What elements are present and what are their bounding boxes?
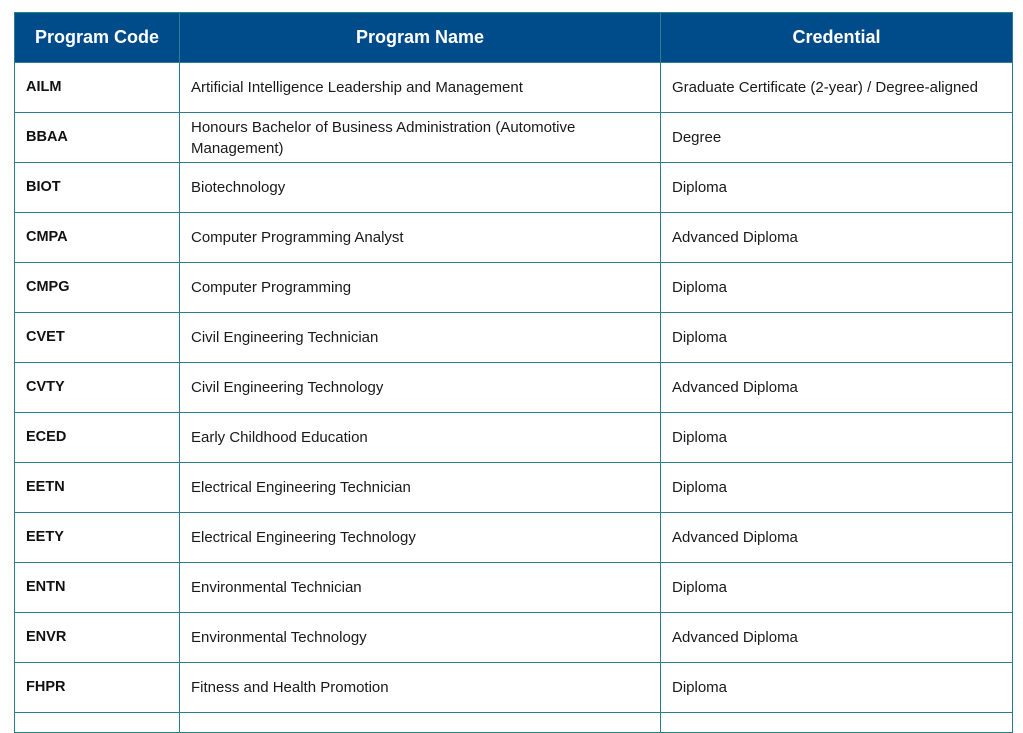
program-code-cell: CVET [15, 313, 180, 363]
program-name-cell: Early Childhood Education [180, 413, 661, 463]
table-row [15, 163, 1013, 213]
program-code-cell: ECED [15, 413, 180, 463]
credential-cell: Advanced Diploma [661, 363, 1013, 413]
program-code-cell: FHPR [15, 663, 180, 713]
table-row [15, 313, 1013, 363]
program-code-cell: ENTN [15, 563, 180, 613]
program-name-cell: Civil Engineering Technician [180, 313, 661, 363]
credential-cell: Graduate Certificate (2-year) / Degree-aligned [661, 63, 1013, 113]
credential-cell: Advanced Diploma [661, 513, 1013, 563]
program-code-cell: BIOT [15, 163, 180, 213]
table-row [15, 263, 1013, 313]
credential-cell: Diploma [661, 413, 1013, 463]
empty-cell [180, 713, 661, 733]
table-row [15, 113, 1013, 163]
program-code-cell: BBAA [15, 113, 180, 163]
program-name-cell: Fitness and Health Promotion [180, 663, 661, 713]
table-row-partial [15, 713, 1013, 733]
table-row [15, 413, 1013, 463]
header-program-code: Program Code [15, 13, 180, 63]
program-name-cell: Electrical Engineering Technician [180, 463, 661, 513]
credential-cell: Diploma [661, 663, 1013, 713]
table-row [15, 213, 1013, 263]
program-name-cell: Honours Bachelor of Business Administration (Automotive Management) [180, 113, 661, 163]
program-table-container [14, 12, 1012, 733]
table-row [15, 513, 1013, 563]
credential-cell: Degree [661, 113, 1013, 163]
credential-cell: Diploma [661, 563, 1013, 613]
program-code-cell: EETN [15, 463, 180, 513]
table-row [15, 463, 1013, 513]
program-name-cell: Electrical Engineering Technology [180, 513, 661, 563]
header-row [15, 13, 1013, 63]
program-code-cell: CMPG [15, 263, 180, 313]
credential-cell: Diploma [661, 463, 1013, 513]
credential-cell: Diploma [661, 263, 1013, 313]
program-table [14, 12, 1013, 733]
program-code-cell: ENVR [15, 613, 180, 663]
table-row [15, 63, 1013, 113]
table-body [15, 63, 1013, 733]
program-code-cell: CMPA [15, 213, 180, 263]
program-name-cell: Environmental Technician [180, 563, 661, 613]
empty-cell [15, 713, 180, 733]
header-program-name: Program Name [180, 13, 661, 63]
program-name-cell: Biotechnology [180, 163, 661, 213]
empty-cell [661, 713, 1013, 733]
program-name-cell: Computer Programming Analyst [180, 213, 661, 263]
table-row [15, 613, 1013, 663]
table-header [15, 13, 1013, 63]
program-name-cell: Civil Engineering Technology [180, 363, 661, 413]
program-code-cell: CVTY [15, 363, 180, 413]
credential-cell: Diploma [661, 163, 1013, 213]
credential-cell: Diploma [661, 313, 1013, 363]
program-name-cell: Environmental Technology [180, 613, 661, 663]
credential-cell: Advanced Diploma [661, 613, 1013, 663]
credential-cell: Advanced Diploma [661, 213, 1013, 263]
table-row [15, 363, 1013, 413]
program-name-cell: Artificial Intelligence Leadership and Management [180, 63, 661, 113]
table-row [15, 563, 1013, 613]
header-credential: Credential [661, 13, 1013, 63]
program-code-cell: EETY [15, 513, 180, 563]
table-row [15, 663, 1013, 713]
program-name-cell: Computer Programming [180, 263, 661, 313]
program-code-cell: AILM [15, 63, 180, 113]
